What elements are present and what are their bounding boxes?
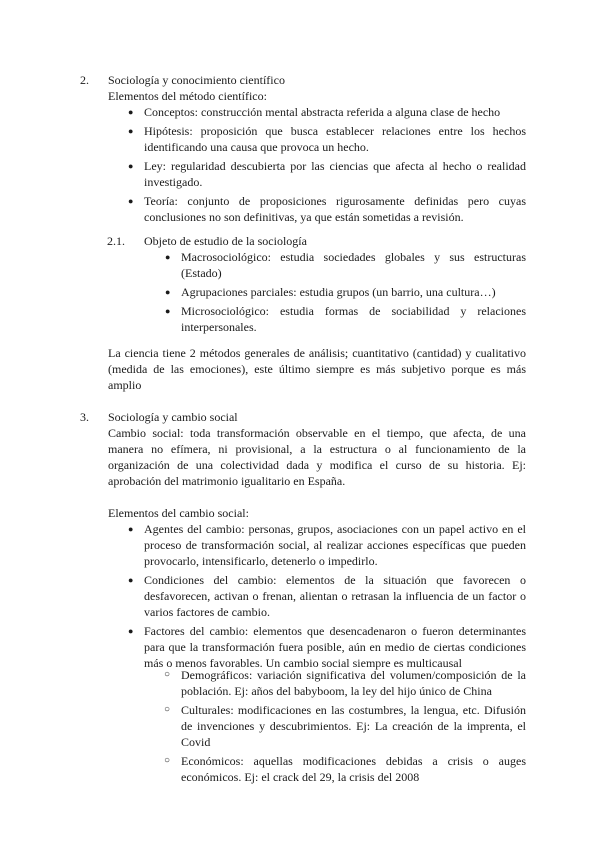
social-change-definition: Cambio social: toda transformación observable en el tiempo, que afecta, de una manera no efímera, ni provisional, a la estructura o al funcionamiento de la organización de una colectividad dada y modifica el curso de su historia. Ej: aprobación del matrimonio igualitario en España. <box>108 426 526 488</box>
bullet-icon: ● <box>128 107 134 117</box>
method-elements-list <box>128 104 526 225</box>
bullet-icon: ● <box>128 626 134 636</box>
method-elements-intro: Elementos del método científico: <box>108 89 267 103</box>
section-2-heading <box>80 72 285 88</box>
bullet-icon: ● <box>165 287 171 297</box>
sociology-objects-list <box>165 249 526 335</box>
list-item: ● Agrupaciones parciales: estudia grupos (un barrio, una cultura…) <box>165 285 496 299</box>
section-number: 2. <box>80 73 89 87</box>
list-item: ○ Económicos: aquellas modificaciones debidas a crisis o auges económicos. Ej: el crack del 29, la crisis del 2008 <box>164 754 526 784</box>
subsection-title: Objeto de estudio de la sociología <box>144 234 307 248</box>
list-item: ● Hipótesis: proposición que busca establecer relaciones entre los hechos identificando una causa que provoca un hecho. <box>128 124 526 154</box>
circle-bullet-icon: ○ <box>164 669 171 680</box>
section-title: Sociología y conocimiento científico <box>108 73 285 87</box>
list-item: ○ Demográficos: variación significativa del volumen/composición de la población. Ej: años del babyboom, la ley del hijo único de China <box>164 668 526 698</box>
bullet-icon: ● <box>165 252 171 262</box>
list-item: ○ Culturales: modificaciones en las costumbres, la lengua, etc. Difusión de invenciones y descubrimientos. Ej: La creación de la imprenta, el Covid <box>164 703 526 749</box>
section-number: 3. <box>80 410 89 424</box>
list-item: ● Teoría: conjunto de proposiciones rigurosamente definidas pero cuyas conclusiones no son definitivas, ya que están sometidas a revisión. <box>128 194 526 224</box>
list-item: ● Factores del cambio: elementos que desencadenaron o fueron determinantes para que la transformación fuera posible, aún en medio de ciertas condiciones más o menos favorables. Un cambio social siempre es multicausal <box>128 624 526 670</box>
bullet-icon: ● <box>128 575 134 585</box>
change-factors-list <box>164 667 526 785</box>
bullet-icon: ● <box>128 161 134 171</box>
bullet-icon: ● <box>128 524 134 534</box>
circle-bullet-icon: ○ <box>164 755 171 766</box>
list-item: ● Microsociológico: estudia formas de sociabilidad y relaciones interpersonales. <box>165 304 526 334</box>
bullet-icon: ● <box>128 196 134 206</box>
circle-bullet-icon: ○ <box>164 704 171 715</box>
subsection-number: 2.1. <box>107 234 125 248</box>
bullet-icon: ● <box>128 126 134 136</box>
change-elements-intro: Elementos del cambio social: <box>108 506 249 520</box>
list-item: ● Conceptos: construcción mental abstracta referida a alguna clase de hecho <box>128 105 501 119</box>
list-item: ● Ley: regularidad descubierta por las ciencias que afecta al hecho o realidad investigado. <box>128 159 526 189</box>
list-item: ● Macrosociológico: estudia sociedades globales y sus estructuras (Estado) <box>165 250 526 280</box>
subsection-2-1-heading <box>107 233 307 249</box>
section-title: Sociología y cambio social <box>108 410 238 424</box>
change-elements-list <box>128 521 526 671</box>
section-3-heading <box>80 409 238 425</box>
methods-paragraph: La ciencia tiene 2 métodos generales de análisis; cuantitativo (cantidad) y cualitativo (medida de las emociones), este último siempre es más subjetivo porque es más amplio <box>108 346 526 392</box>
list-item: ● Condiciones del cambio: elementos de la situación que favorecen o desfavorecen, activan o frenan, alientan o retrasan la influencia de un factor o varios factores de cambio. <box>128 573 526 619</box>
bullet-icon: ● <box>165 306 171 316</box>
list-item: ● Agentes del cambio: personas, grupos, asociaciones con un papel activo en el proceso de transformación social, al realizar acciones específicas que pueden provocarlo, intensificarlo, detenerlo o impedirlo. <box>128 522 526 568</box>
